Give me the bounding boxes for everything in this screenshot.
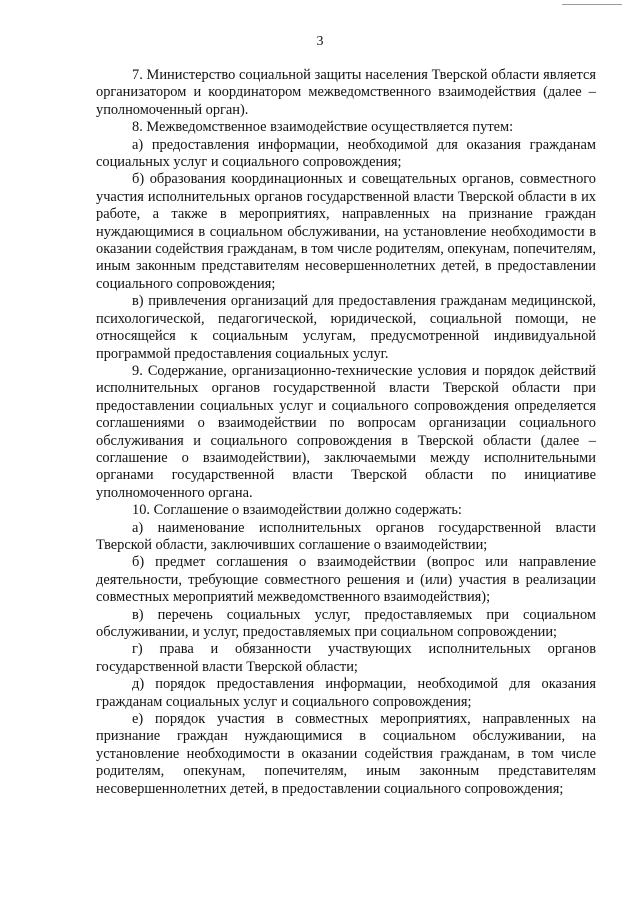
paragraph-10v: в) перечень социальных услуг, предоставляемых при социальном обслуживании, и услуг, предоставляемых при социальном сопровождении; — [96, 606, 596, 640]
paragraph-10e: е) порядок участия в совместных мероприятиях, направленных на признание граждан нуждающимися в социальном обслуживании, на установление необходимости в оказании содействия гражданам, в том числе родителям, опекунам, попечителям, иным законным представителям несовершеннолетних детей, в предоставлении социального сопровождения; — [96, 711, 596, 797]
scan-corner-mark — [562, 0, 622, 5]
paragraph-10g: г) права и обязанности участвующих исполнительных органов государственной власти Тверской области; — [96, 641, 596, 675]
paragraph-7: 7. Министерство социальной защиты населения Тверской области является организатором и координатором межведомственного взаимодействия (далее – уполномоченный орган). — [96, 67, 596, 118]
paragraph-9: 9. Содержание, организационно-технические условия и порядок действий исполнительных органов государственной власти Тверской области при предоставлении социальных услуг и социального сопровождения определяется соглашениями о взаимодействии по вопросам организации социального обслуживания и социального сопровождения в Тверской области (далее – соглашение о взаимодействии), заключаемыми между исполнительными органами государственной власти Тверской области по инициативе уполномоченного органа. — [96, 362, 596, 501]
page-number: 3 — [316, 34, 324, 49]
paragraph-8a: а) предоставления информации, необходимой для оказания гражданам социальных услуг и социального сопровождения; — [96, 136, 596, 171]
paragraph-8b: б) образования координационных и совещательных органов, совместного участия исполнительных органов государственной власти Тверской области в их работе, а также в мероприятиях, направленных на признание граждан нуждающимися в социальном обслуживании, на установление необходимости в оказании содействия гражданам, в том числе родителям, опекунам, попечителям, иным законным представителям несовершеннолетних детей, в предоставлении социального сопровождения; — [96, 171, 596, 292]
paragraph-10d: д) порядок предоставления информации, необходимой для оказания гражданам социальных услуг и социального сопровождения; — [96, 676, 596, 710]
paragraph-10b: б) предмет соглашения о взаимодействии (вопрос или направление деятельности, требующие совместного решения и (или) участия в реализации совместных мероприятий межведомственного взаимодействия); — [96, 554, 596, 606]
paragraph-10a: а) наименование исполнительных органов государственной власти Тверской области, заключивших соглашение о взаимодействии; — [96, 519, 596, 553]
document-body — [96, 67, 596, 798]
paragraph-10: 10. Соглашение о взаимодействии должно содержать: — [132, 502, 462, 519]
paragraph-8: 8. Межведомственное взаимодействие осуществляется путем: — [132, 119, 514, 136]
paragraph-8v: в) привлечения организаций для предоставления гражданам медицинской, психологической, педагогической, юридической, социальной помощи, не относящейся к социальным услугам, предусмотренной индивидуальной программой предоставления социальных услуг. — [96, 293, 596, 362]
